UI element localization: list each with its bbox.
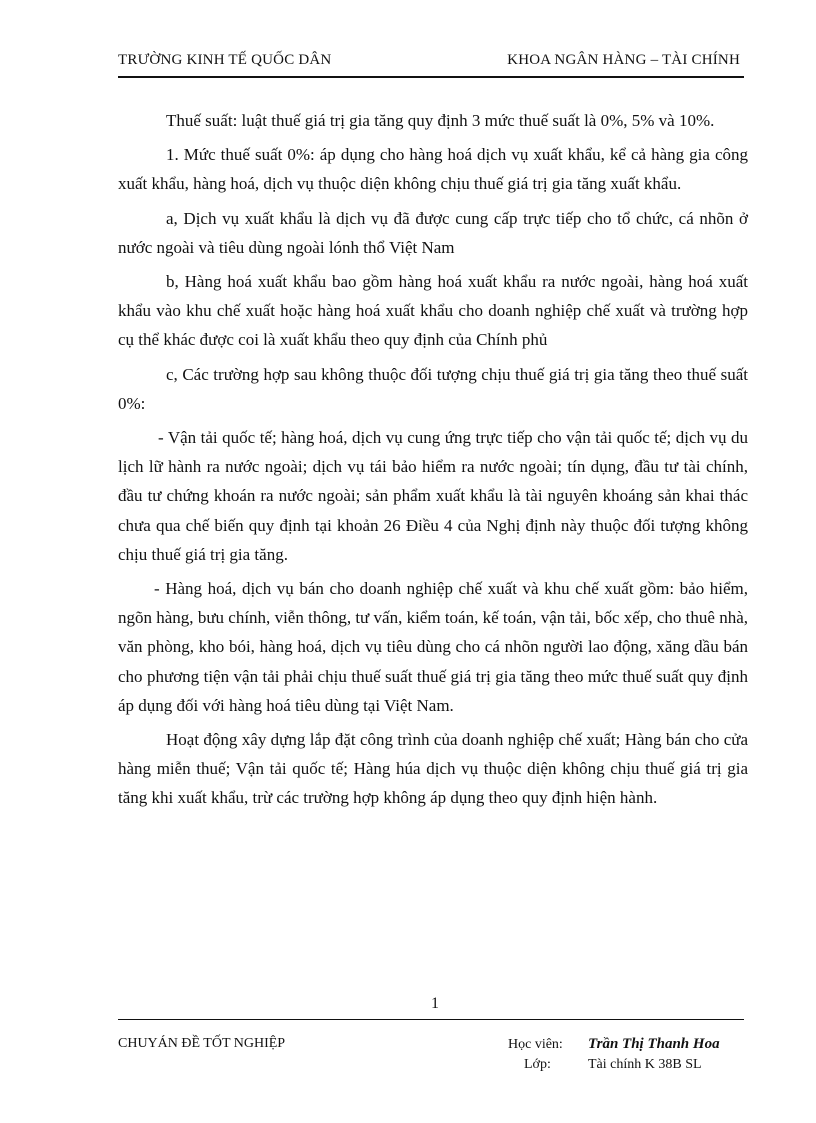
paragraph-export-goods: b, Hàng hoá xuất khẩu bao gồm hàng hoá xuất khẩu ra nước ngoài, hàng hoá xuất khẩu vào khu chế xuất hoặc hàng hoá xuất khẩu cho doanh nghiệp chế xuất và trường hợp cụ thể khác được coi là xuất khẩu theo quy định của Chính phủ: [118, 272, 748, 350]
paragraph-exclusion-transport: - Vận tải quốc tế; hàng hoá, dịch vụ cung ứng trực tiếp cho vận tải quốc tế; dịch vụ du lịch lữ hành ra nước ngoài; dịch vụ tái bảo hiểm ra nước ngoài; tín dụng, đầu tư tài chính, đầu tư chứng khoán ra nước ngoài; sản phẩm xuất khẩu là tài nguyên khoáng sản khai thác chưa qua chế biến quy định tại khoản 26 Điều 4 của Nghị định này thuộc đối tượng không chịu thuế giá trị gia tăng.: [118, 428, 748, 564]
paragraph-exclusion-export-zone: - Hàng hoá, dịch vụ bán cho doanh nghiệp chế xuất và khu chế xuất gồm: bảo hiểm, ngõn hàng, bưu chính, viễn thông, tư vấn, kiểm toán, kế toán, vận tải, bốc xếp, cho thuê nhà, văn phòng, kho bói, hàng hoá, dịch vụ tiêu dùng cho cá nhõn người lao động, xăng dầu bán cho phương tiện vận tải phải chịu thuế suất thuế giá trị gia tăng theo mức thuế suất quy định áp dụng đối với hàng hoá tiêu dùng tại Việt Nam.: [118, 579, 748, 715]
header-divider: [118, 76, 744, 78]
footer-class-row: [508, 1055, 720, 1075]
class-label: Lớp:: [524, 1057, 551, 1072]
paragraph-zero-rate: 1. Mức thuế suất 0%: áp dụng cho hàng hoá dịch vụ xuất khẩu, kể cả hàng gia công xuất khẩu, hàng hoá, dịch vụ thuộc diện không chịu thuế giá trị gia tăng xuất khẩu.: [118, 145, 748, 194]
paragraph-exclusions-intro: c, Các trường hợp sau không thuộc đối tượng chịu thuế giá trị gia tăng theo thuế suất 0%:: [118, 364, 748, 413]
header-school-name: TRƯỜNG KINH TẾ QUỐC DÂN: [118, 52, 332, 68]
paragraph-export-services: a, Dịch vụ xuất khẩu là dịch vụ đã được cung cấp trực tiếp cho tổ chức, cá nhõn ở nước ngoài và tiêu dùng ngoài lónh thổ Việt Nam: [118, 208, 748, 257]
header-faculty-name: KHOA NGÂN HÀNG – TÀI CHÍNH: [507, 52, 740, 68]
paragraph-tax-rates: Thuế suất: luật thuế giá trị gia tăng quy định 3 mức thuế suất là 0%, 5% và 10%.: [166, 111, 715, 130]
class-value: Tài chính K 38B SL: [588, 1057, 702, 1072]
page-number: 1: [431, 995, 439, 1012]
page-header: [118, 52, 740, 74]
student-label: Học viên:: [508, 1037, 563, 1052]
footer-student-row: [508, 1034, 720, 1055]
student-name: Trần Thị Thanh Hoa: [588, 1036, 720, 1052]
footer-divider: [118, 1019, 744, 1020]
document-body: [118, 106, 748, 818]
paragraph-construction: Hoạt động xây dựng lắp đặt công trình của doanh nghiệp chế xuất; Hàng bán cho cửa hàng miễn thuế; Vận tải quốc tế; Hàng húa dịch vụ thuộc diện không chịu thuế giá trị gia tăng khi xuất khẩu, trừ các trường hợp không áp dụng theo quy định hiện hành.: [118, 730, 748, 808]
footer-student-info: [508, 1034, 720, 1075]
footer-thesis-title: CHUYÁN ĐỀ TỐT NGHIỆP: [118, 1036, 286, 1051]
